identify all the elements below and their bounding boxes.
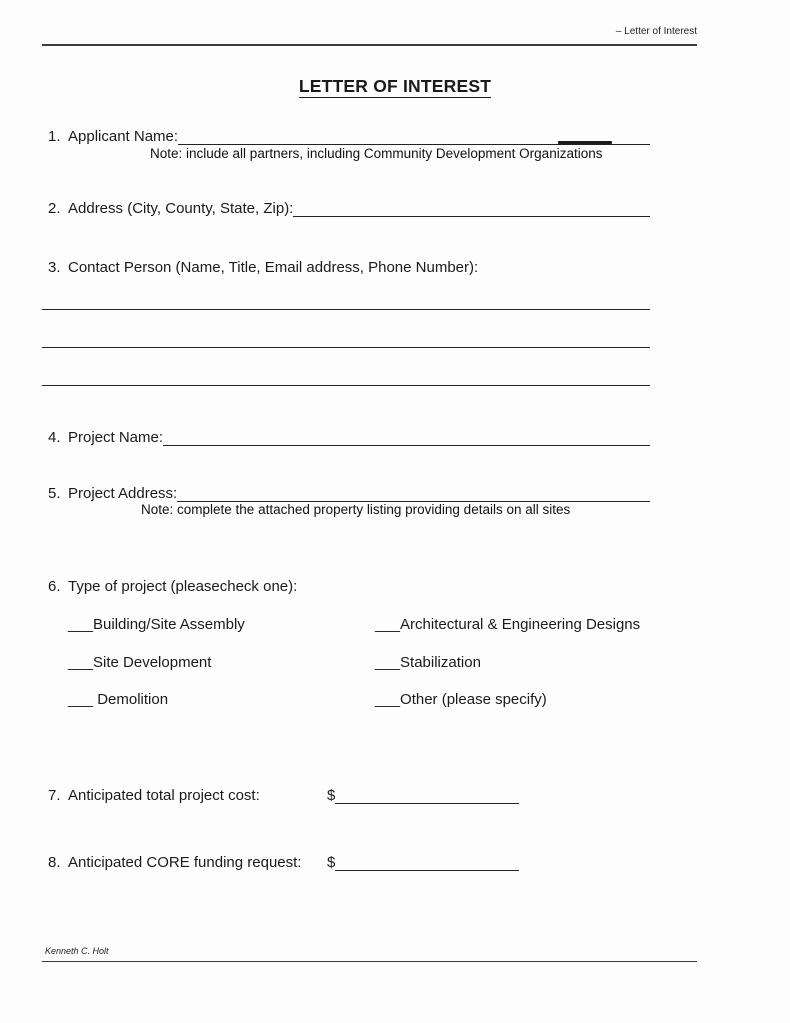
- contact-person-label: Contact Person (Name, Title, Email address, Phone Number):: [68, 259, 479, 276]
- item-number-8: 8.: [48, 854, 61, 871]
- field-applicant-name: [48, 127, 650, 147]
- field-contact-person: [48, 258, 650, 278]
- item-number-2: 2.: [48, 200, 61, 217]
- item-number-6: 6.: [48, 578, 61, 595]
- option-demolition[interactable]: ___ Demolition: [68, 691, 169, 708]
- core-funding-request-label: Anticipated CORE funding request:: [68, 854, 302, 871]
- footer-signature: Kenneth C. Holt: [45, 946, 109, 956]
- field-project-type: [48, 577, 650, 597]
- option-other-specify[interactable]: ___Other (please specify): [375, 691, 547, 708]
- field-address: [48, 199, 650, 219]
- footer-rule: [42, 961, 697, 962]
- option-architectural-engineering-designs[interactable]: ___Architectural & Engineering Designs: [375, 616, 641, 633]
- contact-write-in-line-1[interactable]: [42, 309, 650, 310]
- field-total-project-cost: [48, 786, 650, 806]
- field-core-funding-request: [48, 853, 650, 873]
- option-building-site-assembly[interactable]: ___Building/Site Assembly: [68, 616, 245, 633]
- applicant-name-note: Note: include all partners, including Community Development Organizations: [150, 146, 603, 161]
- item-number-1: 1.: [48, 128, 61, 145]
- project-name-label: Project Name:: [68, 429, 164, 446]
- project-type-label: Type of project (pleasecheck one):: [68, 578, 298, 595]
- project-address-input-line[interactable]: [177, 484, 650, 502]
- address-input-line[interactable]: [293, 199, 650, 217]
- item-number-3: 3.: [48, 259, 61, 276]
- contact-write-in-line-3[interactable]: [42, 385, 650, 386]
- option-site-development[interactable]: ___Site Development: [68, 654, 212, 671]
- field-project-name: [48, 428, 650, 448]
- header-rule: [42, 44, 697, 46]
- project-address-label: Project Address:: [68, 485, 178, 502]
- contact-write-in-line-2[interactable]: [42, 347, 650, 348]
- header-corner-label: – Letter of Interest: [615, 26, 697, 37]
- total-project-cost-input-line[interactable]: [335, 786, 519, 804]
- page-title: LETTER OF INTEREST: [298, 76, 492, 96]
- address-label: Address (City, County, State, Zip):: [68, 200, 294, 217]
- core-funding-request-input-line[interactable]: [335, 853, 519, 871]
- pen-mark: [558, 141, 612, 144]
- project-address-note: Note: complete the attached property listing providing details on all sites: [141, 502, 571, 517]
- option-stabilization[interactable]: ___Stabilization: [375, 654, 481, 671]
- total-project-cost-label: Anticipated total project cost:: [68, 787, 260, 804]
- item-number-5: 5.: [48, 485, 61, 502]
- field-project-address: [48, 484, 650, 504]
- item-number-4: 4.: [48, 429, 61, 446]
- item-number-7: 7.: [48, 787, 61, 804]
- applicant-name-label: Applicant Name:: [68, 128, 179, 145]
- project-name-input-line[interactable]: [163, 428, 650, 446]
- dollar-sign: $: [327, 787, 336, 804]
- dollar-sign: $: [327, 854, 336, 871]
